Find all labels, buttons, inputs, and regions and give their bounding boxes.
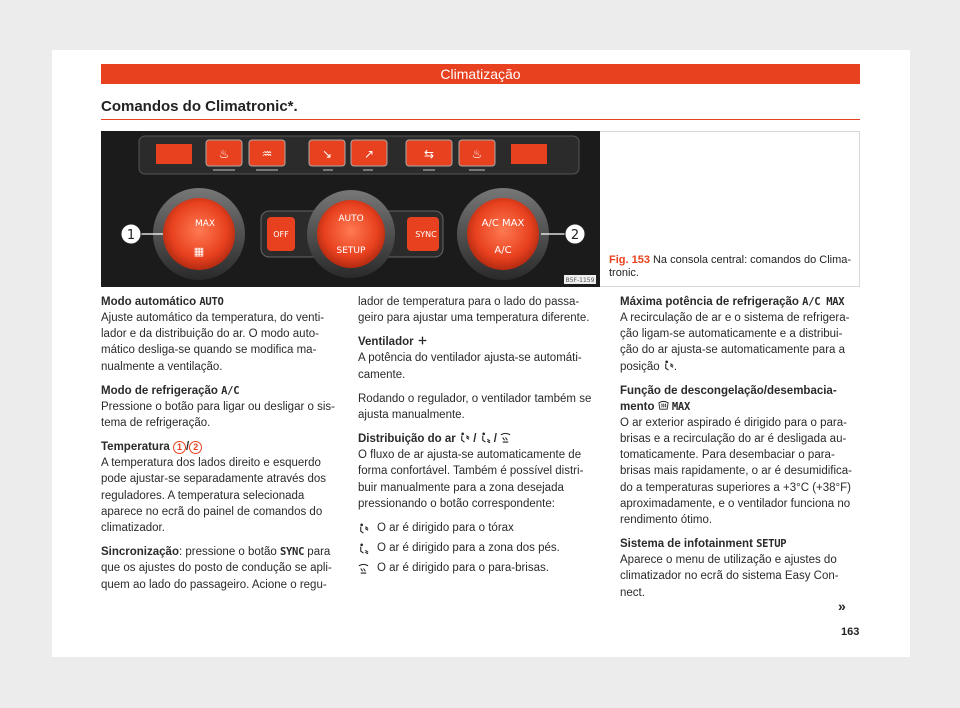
setup-symbol: SETUP bbox=[756, 538, 787, 551]
chapter-header: Climatização bbox=[101, 64, 860, 84]
right-temperature-knob bbox=[467, 198, 539, 270]
top-buttons bbox=[206, 140, 495, 166]
left-temperature-knob bbox=[163, 198, 235, 270]
paragraph-sync-continued: lador de temperatura para o lado do passa-geiro para ajustar uma temperatura diferente. bbox=[358, 296, 590, 325]
callout-ref-1: 1 bbox=[173, 441, 186, 454]
section-title: Comandos do Climatronic*. bbox=[101, 98, 298, 115]
list-item-text: O ar é dirigido para a zona dos pés. bbox=[377, 542, 560, 555]
callout-2-label: 2 bbox=[570, 228, 580, 243]
climatronic-panel-illustration bbox=[101, 131, 600, 287]
heading-temperature: Temperatura 1 / 2 bbox=[101, 439, 341, 455]
paragraph-max-cooling: A recirculação de ar e o sistema de refrigera-ção ligam-se automaticamente e a distribui-ção do ar ajusta-se automaticamente para a posição . bbox=[620, 312, 850, 373]
title-divider bbox=[101, 119, 860, 120]
auto-symbol: AUTO bbox=[199, 296, 224, 308]
fan-icon bbox=[417, 335, 428, 346]
ac-max-label: A/C MAX bbox=[481, 218, 525, 229]
airflow-feet-icon bbox=[480, 432, 491, 443]
svg-text:↘: ↘ bbox=[321, 147, 333, 161]
paragraph-fan-1: A potência do ventilador ajusta-se automáti-camente. bbox=[358, 352, 582, 381]
airflow-chest-icon bbox=[358, 523, 369, 534]
svg-text:♒: ♒ bbox=[261, 147, 273, 161]
airflow-windshield-icon bbox=[358, 563, 369, 574]
sync-label: SYNC bbox=[415, 230, 437, 239]
heading-defrost: Função de descongelação/desembacia-mento MAX bbox=[620, 384, 837, 413]
sync-symbol: SYNC bbox=[280, 546, 305, 559]
column-1 bbox=[101, 294, 341, 601]
ac-label: A/C bbox=[494, 245, 512, 256]
heading-auto-mode: Modo automático AUTO bbox=[101, 296, 224, 308]
airflow-feet-icon bbox=[358, 543, 369, 554]
list-item bbox=[358, 560, 598, 576]
callout-ref-2: 2 bbox=[189, 441, 202, 454]
svg-text:⇆: ⇆ bbox=[423, 147, 435, 161]
figure-caption bbox=[609, 254, 855, 280]
page-number: 163 bbox=[841, 626, 860, 638]
auto-label: AUTO bbox=[338, 214, 364, 224]
setup-label: SETUP bbox=[336, 246, 366, 256]
figure-number: Fig. 153 bbox=[609, 254, 650, 266]
column-3 bbox=[620, 294, 860, 609]
airflow-chest-icon bbox=[459, 432, 470, 443]
off-label: OFF bbox=[273, 230, 289, 239]
list-item-text: O ar é dirigido para o tórax bbox=[377, 522, 514, 535]
heading-infotainment: Sistema de infotainment SETUP bbox=[620, 538, 787, 551]
list-item-text: O ar é dirigido para o para-brisas. bbox=[377, 562, 549, 575]
paragraph-ac-mode: Pressione o botão para ligar ou desligar o sis-tema de refrigeração. bbox=[101, 400, 335, 430]
defrost-max-label: MAX bbox=[194, 219, 216, 229]
paragraph-defrost: O ar exterior aspirado é dirigido para o para-brisas e a recirculação do ar é desligada au-tomaticamente. Para desembaciar o para-brisas mais rapidamente, o ar é desumidifica-do a temperaturas superiores a +3°C (+38°F) aproximadamente, e o ventilador funciona no rendimento ótimo. bbox=[620, 416, 853, 527]
paragraph-air-distribution: O fluxo de ar ajusta-se automaticamente de forma confortável. Também é possível distri-buir manualmente para a zona desejada pressionando o botão correspondente: bbox=[358, 449, 584, 510]
ac-symbol: A/C bbox=[221, 384, 240, 397]
paragraph-sync: Sincronização: pressione o botão SYNC para que os ajustes do posto de condução se apli-quem ao lado do passageiro. Acione o regu- bbox=[101, 546, 332, 591]
list-item bbox=[358, 540, 598, 556]
list-item bbox=[358, 520, 598, 536]
rear-defrost-icon: ▦ bbox=[193, 245, 205, 258]
column-2 bbox=[358, 294, 598, 581]
center-fan-knob bbox=[317, 200, 385, 268]
svg-text:♨: ♨ bbox=[218, 147, 230, 161]
paragraph-auto-mode: Ajuste automático da temperatura, do venti-lador e da distribuição do ar. O modo auto-mático desliga-se quando se modifica ma-nualmente a ventilação. bbox=[101, 312, 325, 373]
callout-1-label: 1 bbox=[126, 228, 136, 243]
figure-caption-text: Na consola central: comandos do Clima-tronic. bbox=[609, 254, 852, 279]
paragraph-fan-2: Rodando o regulador, o ventilador também se ajusta manualmente. bbox=[358, 392, 592, 422]
climatronic-panel-image bbox=[101, 131, 600, 287]
airflow-windshield-icon bbox=[500, 432, 511, 443]
svg-text:↗: ↗ bbox=[363, 147, 375, 161]
heading-max-cooling: Máxima potência de refrigeração A/C MAX bbox=[620, 296, 845, 308]
windshield-defrost-icon bbox=[658, 400, 669, 411]
heading-ac-mode: Modo de refrigeração A/C bbox=[101, 384, 240, 397]
max-symbol: MAX bbox=[671, 400, 690, 413]
continue-arrow: » bbox=[838, 598, 846, 614]
heading-fan: Ventilador bbox=[358, 334, 598, 350]
heading-air-distribution: Distribuição do ar / / bbox=[358, 431, 598, 447]
paragraph-infotainment: Aparece o menu de utilização e ajustes do climatizador no ecrã do sistema Easy Con-nect. bbox=[620, 554, 839, 599]
airflow-chest-icon bbox=[663, 360, 674, 371]
figure-code: B5F-1159 bbox=[565, 277, 595, 284]
paragraph-temperature: A temperatura dos lados direito e esquerdo pode ajustar-se separadamente através dos reguladores. A temperatura selecionada aparece no ecrã do painel de comandos do climatizador. bbox=[101, 457, 327, 535]
svg-text:♨: ♨ bbox=[471, 147, 483, 161]
ac-max-symbol: A/C MAX bbox=[802, 296, 845, 308]
